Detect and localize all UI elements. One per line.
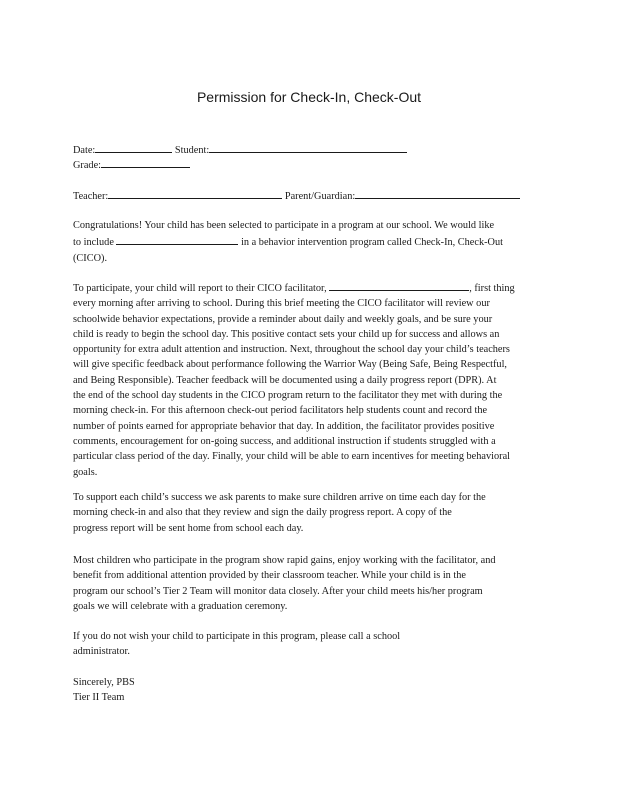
paragraph-text: To participate, your child will report to their CICO facilitator, bbox=[73, 283, 327, 294]
parent-label: Parent/Guardian: bbox=[284, 191, 356, 202]
paragraph-line: number of points earned for appropriate behavior that day. In addition, the facilitator provides positive bbox=[73, 420, 495, 432]
paragraph-line: goals we will celebrate with a graduation ceremony. bbox=[73, 600, 288, 612]
paragraph-gains bbox=[73, 553, 543, 614]
grade-label: Grade: bbox=[73, 160, 102, 171]
paragraph-line: morning check-in. For this afternoon check-out period facilitators help students count and record the bbox=[73, 405, 488, 417]
facilitator-blank[interactable] bbox=[329, 279, 469, 291]
paragraph-line: benefit from additional attention provided by their classroom teacher. While your child is in the bbox=[73, 570, 466, 582]
teacher-label: Teacher: bbox=[73, 191, 109, 202]
paragraph-congratulations bbox=[73, 218, 543, 266]
paragraph-line: Congratulations! Your child has been selected to participate in a program at our school. We would like bbox=[73, 220, 495, 231]
grade-blank[interactable] bbox=[101, 156, 190, 168]
closing-team: Tier II Team bbox=[73, 692, 125, 704]
paragraph-line: goals. bbox=[73, 466, 98, 478]
paragraph-line bbox=[73, 279, 543, 296]
paragraph-line: administrator. bbox=[73, 646, 130, 658]
paragraph-line: program our school’s Tier 2 Team will monitor data closely. After your child meets his/her program bbox=[73, 585, 483, 597]
paragraph-line: progress report will be sent home from school each day. bbox=[73, 522, 304, 534]
paragraph-line: particular class period of the day. Finally, your child will be able to earn incentives for meeting behavioral bbox=[73, 451, 510, 463]
paragraph-line: and Being Responsible). Teacher feedback will be documented using a daily progress report (DPR). At bbox=[73, 374, 497, 386]
paragraph-line bbox=[73, 233, 543, 250]
paragraph-opt-out bbox=[73, 629, 543, 660]
paragraph-line: child is ready to begin the school day. This positive contact sets your child up for success and allows an bbox=[73, 328, 500, 340]
paragraph-line: If you do not wish your child to participate in this program, please call a school bbox=[73, 631, 401, 642]
paragraph-text: to include bbox=[73, 237, 114, 249]
paragraph-text: in a behavior intervention program called Check-In, Check-Out bbox=[241, 237, 503, 249]
child-name-blank[interactable] bbox=[116, 233, 238, 245]
document-title: Permission for Check-In, Check-Out bbox=[196, 89, 422, 105]
paragraph-line: the end of the school day students in the CICO program return to the facilitator they met with during the bbox=[73, 390, 503, 402]
paragraph-line: To support each child’s success we ask parents to make sure children arrive on time each day for the bbox=[73, 492, 486, 503]
paragraph-line: comments, encouragement for on-going success, and additional instruction if students struggled with a bbox=[73, 435, 496, 447]
paragraph-participation bbox=[73, 279, 543, 480]
paragraph-text: , first thing bbox=[469, 283, 515, 294]
date-blank[interactable] bbox=[95, 141, 172, 153]
grade-row bbox=[73, 156, 190, 173]
paragraph-line: morning check-in and also that they review and sign the daily progress report. A copy of the bbox=[73, 507, 452, 519]
paragraph-line: Most children who participate in the program show rapid gains, enjoy working with the facilitator, and bbox=[73, 555, 496, 566]
closing-sincerely: Sincerely, PBS bbox=[73, 677, 135, 688]
paragraph-support bbox=[73, 490, 543, 536]
paragraph-line: every morning after arriving to school. During this brief meeting the CICO facilitator will review our bbox=[73, 298, 490, 310]
closing-signature bbox=[73, 675, 543, 706]
paragraph-line: schoolwide behavior expectations, provide a reminder about daily and weekly goals, and be sure your bbox=[73, 313, 493, 325]
date-label: Date: bbox=[73, 145, 96, 156]
teacher-blank[interactable] bbox=[108, 187, 282, 199]
student-blank[interactable] bbox=[209, 141, 407, 153]
paragraph-line: will give specific feedback about performance following the Warrior Way (Being Safe, Being Respectful, bbox=[73, 359, 508, 371]
student-label: Student: bbox=[174, 145, 210, 156]
paragraph-line: opportunity for extra adult attention and instruction. Next, throughout the school day your child’s teachers bbox=[73, 344, 510, 356]
parent-blank[interactable] bbox=[355, 187, 520, 199]
paragraph-line: (CICO). bbox=[73, 252, 108, 264]
teacher-parent-row bbox=[73, 187, 520, 204]
